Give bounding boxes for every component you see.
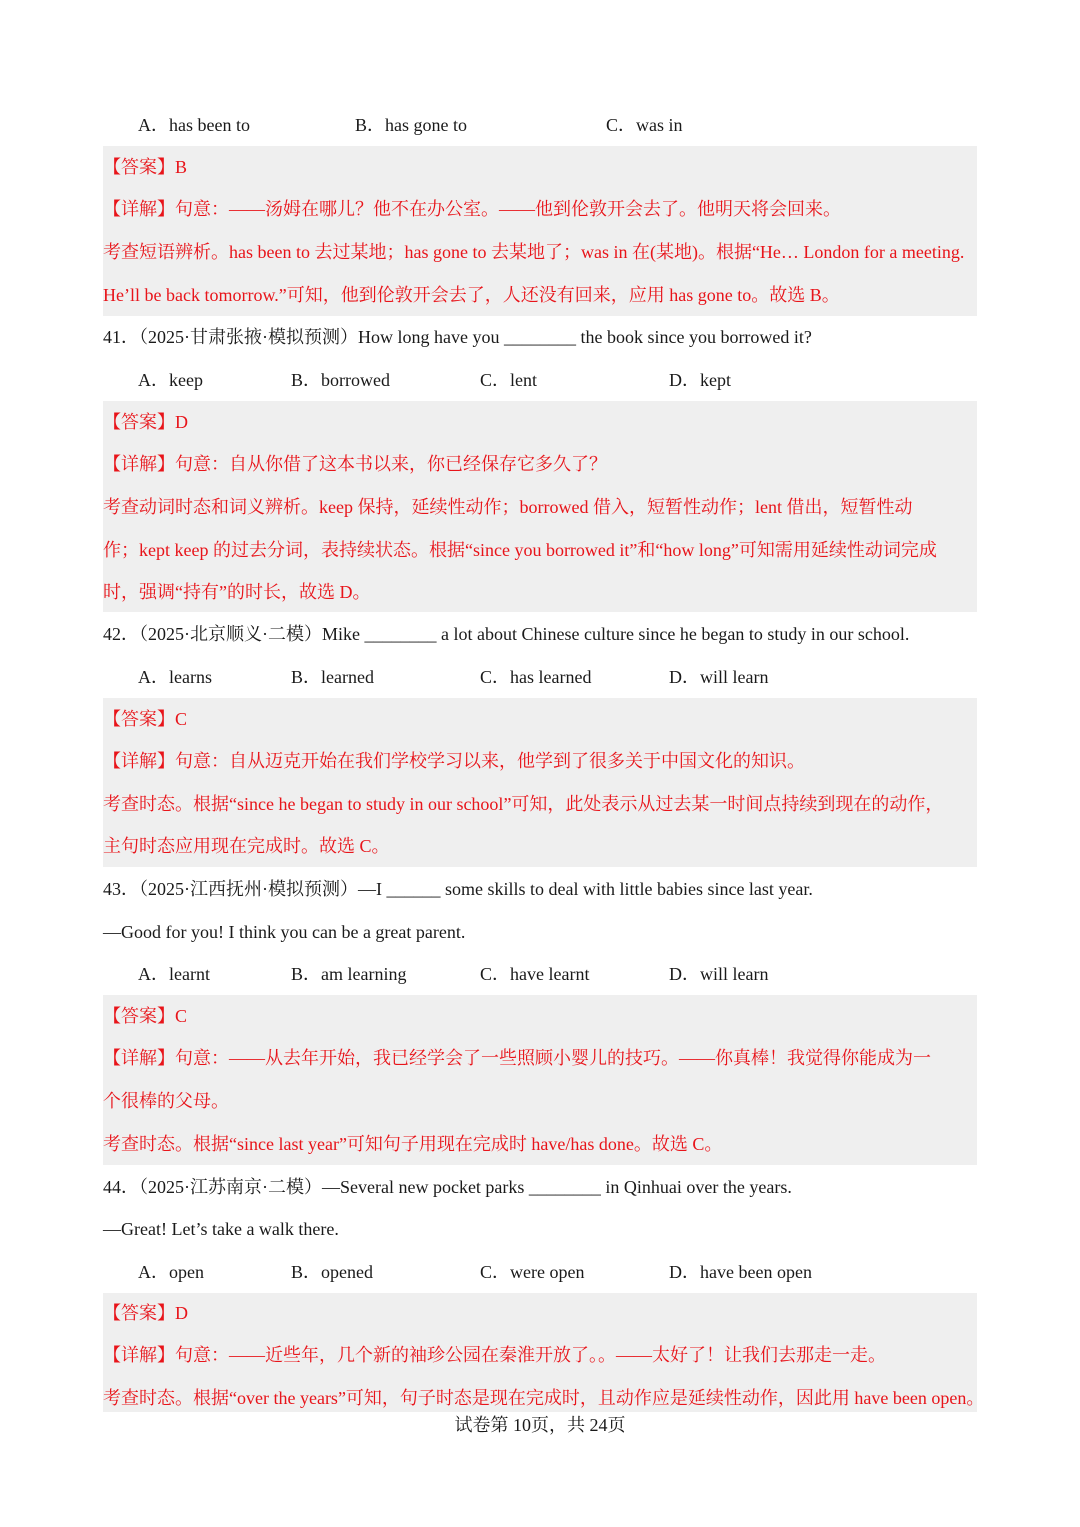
q40-option-a: A．has been to xyxy=(138,115,250,135)
q43-option-a: A．learnt xyxy=(138,964,210,984)
q41-option-d: D．kept xyxy=(669,370,731,390)
q41-detail-label: 【详解】 xyxy=(103,454,175,474)
q43-analysis-line-1: 考查时态。根据“since last year”可知句子用现在完成时 have/has done。故选 C。 xyxy=(103,1134,723,1154)
q41-detail-text: 句意：自从你借了这本书以来，你已经保存它多久了？ xyxy=(175,454,607,474)
q42-option-a: A．learns xyxy=(138,667,212,687)
q42-analysis-line-1: 考查时态。根据“since he began to study in our school”可知，此处表示从过去某一时间点持续到现在的动作， xyxy=(103,794,944,814)
q43-reply: —Good for you! I think you can be a great parent. xyxy=(103,922,466,942)
q43-option-d: D．will learn xyxy=(669,964,769,984)
q42-option-c: C．has learned xyxy=(480,667,592,687)
q44-detail xyxy=(103,1343,886,1367)
q40-analysis-line-1: 考查短语辨析。has been to 去过某地；has gone to 去某地了；was in 在(某地)。根据“He… London for a meeting. xyxy=(103,242,965,262)
q40-answer: 【答案】B xyxy=(103,157,188,177)
page-footer: 试卷第 10页，共 24页 xyxy=(454,1415,626,1435)
q40-option-b: B．has gone to xyxy=(355,115,467,135)
q44-option-d: D．have been open xyxy=(669,1262,812,1282)
q41-analysis-line-1: 考查动词时态和词义辨析。keep 保持，延续性动作；borrowed 借入，短暂性动作；lent 借出，短暂性动 xyxy=(103,497,913,517)
q44-option-a: A．open xyxy=(138,1262,204,1282)
q42-detail-text: 句意：自从迈克开始在我们学校学习以来，他学到了很多关于中国文化的知识。 xyxy=(175,751,805,771)
q44-question: 44．（2025·江苏南京·二模）—Several new pocket parks ________ in Qinhuai over the years. xyxy=(103,1177,792,1197)
q43-answer: 【答案】C xyxy=(103,1006,188,1026)
q43-detail xyxy=(103,1046,931,1070)
q42-option-b: B．learned xyxy=(291,667,374,687)
q40-detail xyxy=(103,197,841,221)
q40-detail-text: 句意：——汤姆在哪儿？他不在办公室。——他到伦敦开会去了。他明天将会回来。 xyxy=(175,199,841,219)
q43-option-b: B．am learning xyxy=(291,964,407,984)
q42-option-d: D．will learn xyxy=(669,667,769,687)
q44-reply: —Great! Let’s take a walk there. xyxy=(103,1219,339,1239)
q40-analysis-line-2: He’ll be back tomorrow.”可知，他到伦敦开会去了，人还没有回来，应用 has gone to。故选 B。 xyxy=(103,285,840,305)
q41-analysis-line-2: 作；kept keep 的过去分词，表持续状态。根据“since you borrowed it”和“how long”可知需用延续性动词完成 xyxy=(103,540,937,560)
q40-detail-label: 【详解】 xyxy=(103,199,175,219)
q41-detail xyxy=(103,452,607,476)
q41-option-c: C．lent xyxy=(480,370,537,390)
q42-analysis-line-2: 主句时态应用现在完成时。故选 C。 xyxy=(103,836,390,856)
q41-option-b: B．borrowed xyxy=(291,370,390,390)
q42-detail-label: 【详解】 xyxy=(103,751,175,771)
q41-analysis-line-3: 时，强调“持有”的时长，故选 D。 xyxy=(103,582,371,602)
q43-detail-label: 【详解】 xyxy=(103,1048,175,1068)
q44-detail-text: 句意：——近些年，几个新的袖珍公园在秦淮开放了。。——太好了！让我们去那走一走。 xyxy=(175,1345,886,1365)
q41-question: 41．（2025·甘肃张掖·模拟预测）How long have you ________ the book since you borrowed it? xyxy=(103,327,812,347)
q43-detail-text-1: 句意：——从去年开始，我已经学会了一些照顾小婴儿的技巧。——你真棒！我觉得你能成为一 xyxy=(175,1048,931,1068)
q43-detail-text-2: 个很棒的父母。 xyxy=(103,1091,229,1111)
q44-detail-label: 【详解】 xyxy=(103,1345,175,1365)
q43-option-c: C．have learnt xyxy=(480,964,590,984)
q40-option-c: C．was in xyxy=(606,115,683,135)
q42-answer: 【答案】C xyxy=(103,709,188,729)
q44-option-c: C．were open xyxy=(480,1262,585,1282)
q42-question: 42．（2025·北京顺义·二模）Mike ________ a lot about Chinese culture since he began to study in our school. xyxy=(103,624,910,644)
q44-analysis-line-1: 考查时态。根据“over the years”可知，句子时态是现在完成时，且动作应是延续性动作，因此用 have been open。 xyxy=(103,1388,985,1408)
q43-question: 43．（2025·江西抚州·模拟预测）—I ______ some skills to deal with little babies since last year. xyxy=(103,879,813,899)
q44-answer: 【答案】D xyxy=(103,1303,188,1323)
q42-detail xyxy=(103,749,805,773)
q41-option-a: A．keep xyxy=(138,370,203,390)
q41-answer: 【答案】D xyxy=(103,412,188,432)
q44-option-b: B．opened xyxy=(291,1262,373,1282)
